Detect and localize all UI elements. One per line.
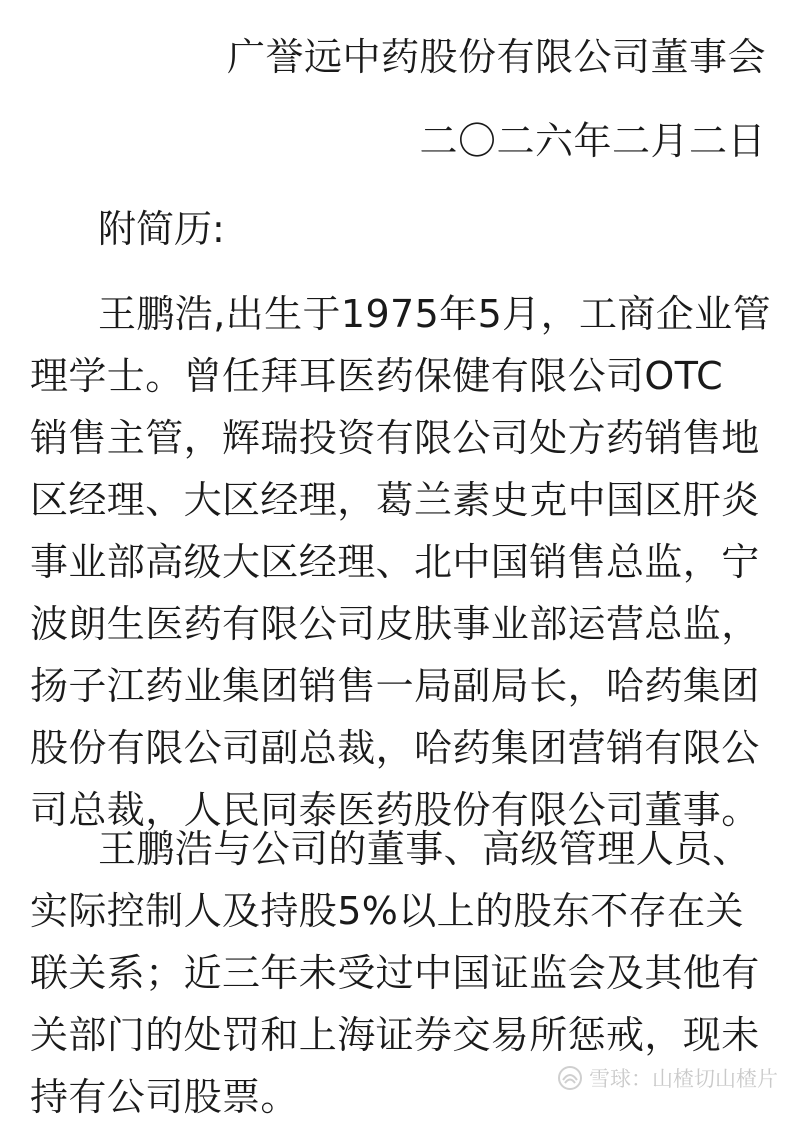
signature-date: 二〇二六年二月二日	[419, 119, 766, 163]
watermark-text: 雪球：山楂切山楂片	[589, 1067, 778, 1091]
paragraph-line: 王鹏浩,出生于1975年5月，工商企业管	[98, 292, 771, 336]
watermark	[557, 1063, 778, 1093]
paragraph-line: 关部门的处罚和上海证券交易所惩戒，现未	[30, 1013, 760, 1057]
paragraph-line: 实际控制人及持股5%以上的股东不存在关	[30, 889, 744, 933]
signature-company: 广誉远中药股份有限公司董事会	[226, 35, 766, 79]
paragraph-line: 王鹏浩与公司的董事、高级管理人员、	[98, 827, 751, 871]
resume-paragraph	[30, 283, 772, 841]
paragraph-line: 司总裁，人民同泰医药股份有限公司董事。	[30, 788, 760, 832]
paragraph-line: 股份有限公司副总裁，哈药集团营销有限公	[30, 726, 760, 770]
paragraph-line: 销售主管，辉瑞投资有限公司处方药销售地	[30, 416, 760, 460]
paragraph-line: 波朗生医药有限公司皮肤事业部运营总监，	[30, 602, 760, 646]
paragraph-line: 区经理、大区经理，葛兰素史克中国区肝炎	[30, 478, 760, 522]
attachment-title: 附简历:	[98, 207, 225, 251]
paragraph-line: 联关系；近三年未受过中国证监会及其他有	[30, 951, 760, 995]
snowball-icon	[557, 1065, 583, 1091]
paragraph-line: 事业部高级大区经理、北中国销售总监，宁	[30, 540, 760, 584]
paragraph-line: 理学士。曾任拜耳医药保健有限公司OTC	[30, 354, 724, 398]
paragraph-line: 扬子江药业集团销售一局副局长，哈药集团	[30, 664, 760, 708]
paragraph-line: 持有公司股票。	[30, 1075, 299, 1119]
